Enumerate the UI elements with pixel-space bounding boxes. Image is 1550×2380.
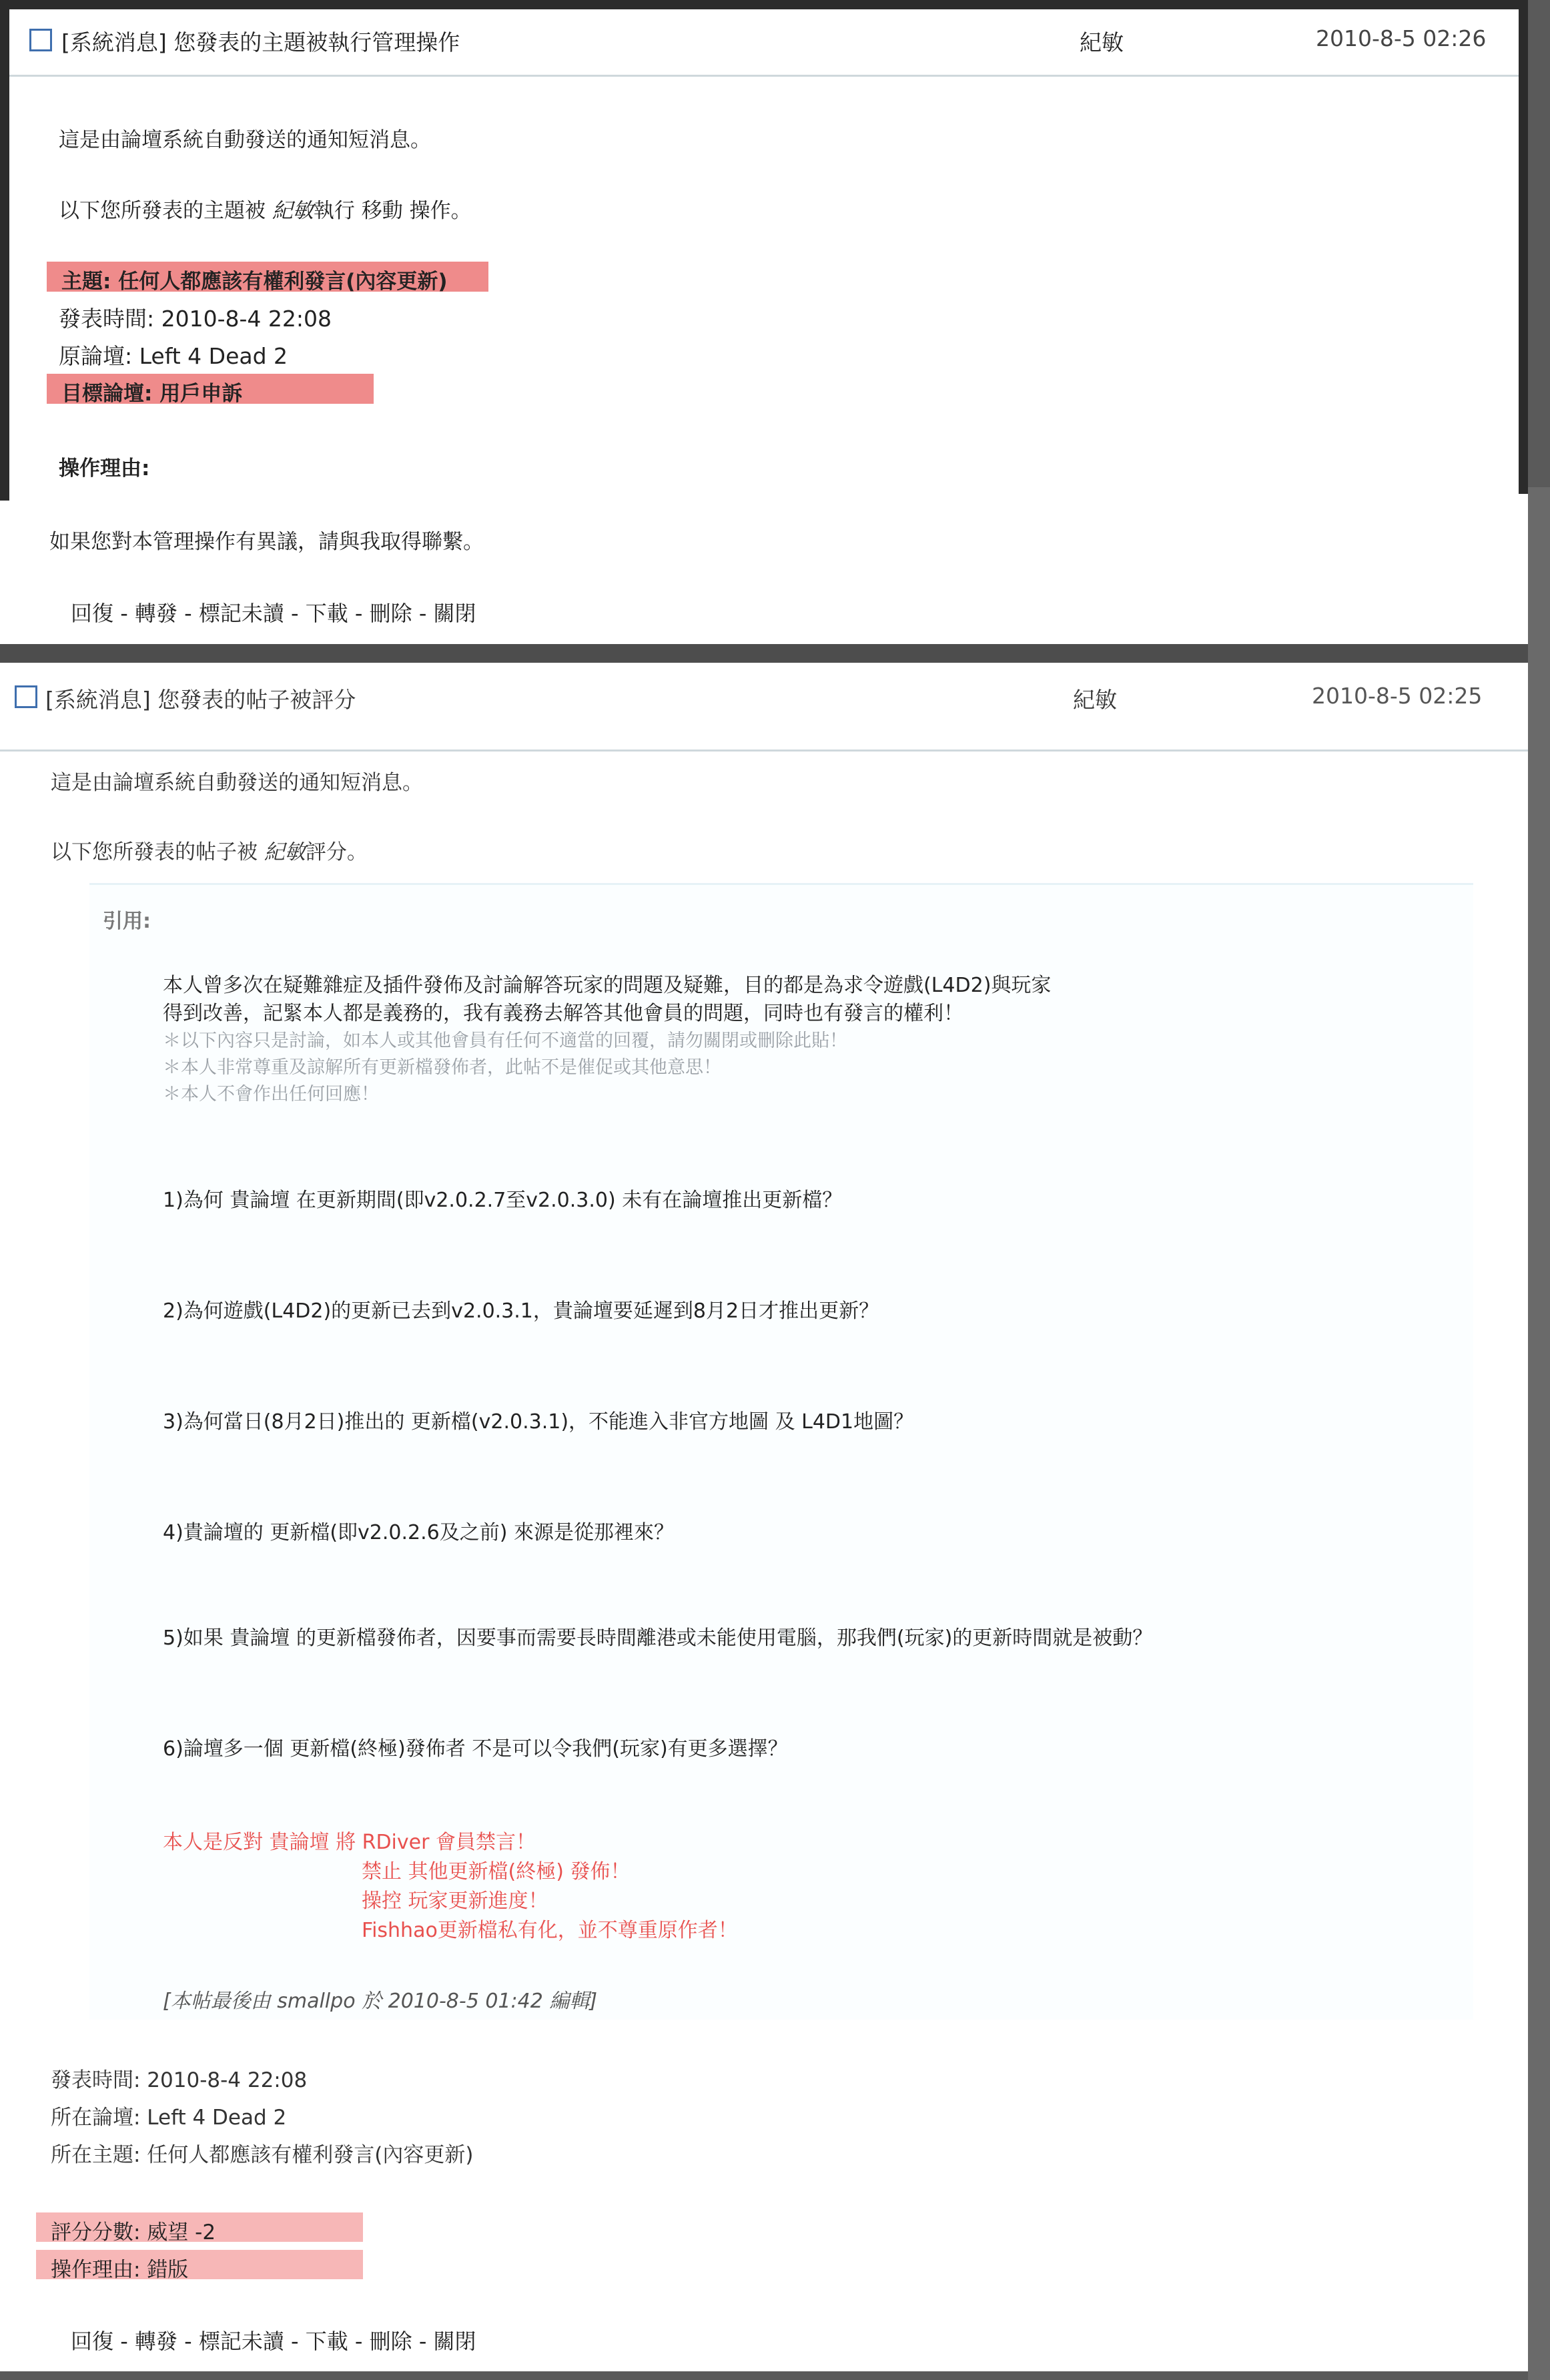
topic-name: 所在主題: 任何人都應該有權利發言(內容更新) — [51, 2143, 474, 2167]
red-statement: 操控 玩家更新進度！ — [362, 1889, 548, 1913]
quote-note: ＊本人非常尊重及諒解所有更新檔發佈者，此帖不是催促或其他意思！ — [163, 1057, 721, 1078]
message-select-checkbox[interactable] — [29, 29, 52, 51]
question-item: 6)論壇多一個 更新檔(終極)發佈者 不是可以令我們(玩家)有更多選擇？ — [163, 1737, 788, 1761]
message-datetime: 2010-8-5 02:25 — [1312, 683, 1483, 709]
intro-text: 這是由論壇系統自動發送的通知短消息。 — [59, 128, 431, 152]
delete-link[interactable]: 刪除 — [369, 2329, 412, 2354]
action-prefix: 以下您所發表的主題被 — [59, 199, 266, 223]
action-line — [59, 194, 472, 224]
action-user: 紀敏 — [272, 199, 314, 223]
reply-link[interactable]: 回復 — [71, 601, 114, 626]
delete-link[interactable]: 刪除 — [369, 601, 412, 626]
question-item: 5)如果 貴論壇 的更新檔發佈者，因要事而需要長時間離港或未能使用電腦，那我們(玩家)的更新時間就是被動？ — [163, 1626, 1153, 1650]
message-actions: 回復 - 轉發 - 標記未讀 - 下載 - 刪除 - 關閉 — [71, 2329, 476, 2354]
red-statement: Fishhao更新檔私有化，並不尊重原作者！ — [362, 1919, 738, 1942]
download-link[interactable]: 下載 — [305, 2329, 348, 2354]
reply-link[interactable]: 回復 — [71, 2329, 114, 2354]
action-line — [51, 835, 368, 865]
mark-unread-link[interactable]: 標記未讀 — [198, 2329, 284, 2354]
close-link[interactable]: 關閉 — [433, 2329, 476, 2354]
post-time: 發表時間: 2010-8-4 22:08 — [51, 2068, 308, 2092]
panel-frame-right — [1519, 0, 1528, 494]
message-sender[interactable]: 紀敏 — [1080, 29, 1124, 55]
post-time: 發表時間: 2010-8-4 22:08 — [59, 306, 332, 332]
score-value: 評分分數: 威望 -2 — [51, 2220, 216, 2245]
panel-separator — [0, 644, 1550, 663]
action-suffix: 評分。 — [305, 840, 368, 864]
message-sender[interactable]: 紀敏 — [1073, 687, 1117, 713]
quote-line: 得到改善，記緊本人都是義務的，我有義務去解答其他會員的問題，同時也有發言的權利！ — [163, 1002, 963, 1025]
question-item: 1)為何 貴論壇 在更新期間(即v2.0.2.7至v2.0.3.0) 未有在論壇推出更新檔？ — [163, 1189, 843, 1212]
quote-label: 引用: — [103, 910, 151, 933]
edit-note: [本帖最後由 smallpo 於 2010-8-5 01:42 編輯] — [163, 1990, 598, 2013]
message-panel-1 — [0, 0, 1528, 644]
red-statement: 本人是反對 貴論壇 將 RDiver 會員禁言！ — [163, 1831, 536, 1854]
question-item: 4)貴論壇的 更新檔(即v2.0.2.6及之前) 來源是從那裡來？ — [163, 1521, 674, 1544]
message-datetime: 2010-8-5 02:26 — [1316, 25, 1487, 51]
message-subject[interactable]: [系統消息] 您發表的帖子被評分 — [45, 687, 356, 713]
header-divider — [0, 750, 1528, 752]
forward-link[interactable]: 轉發 — [134, 601, 177, 626]
target-forum: 目標論壇: 用戶申訴 — [61, 382, 243, 406]
question-item: 3)為何當日(8月2日)推出的 更新檔(v2.0.3.1)，不能進入非官方地圖 及 L4D1地圖？ — [163, 1410, 914, 1434]
panel-frame-left — [0, 0, 9, 501]
message-panel-2 — [0, 663, 1528, 2371]
action-prefix: 以下您所發表的帖子被 — [51, 840, 258, 864]
message-subject[interactable]: [系統消息] 您發表的主題被執行管理操作 — [61, 29, 460, 55]
forum-name: 所在論壇: Left 4 Dead 2 — [51, 2106, 287, 2130]
red-statement: 禁止 其他更新檔(終極) 發佈！ — [362, 1860, 631, 1883]
scrollbar-track[interactable] — [1528, 487, 1550, 2380]
contact-note: 如果您對本管理操作有異議，請與我取得聯繫。 — [49, 530, 484, 554]
panel-frame-top — [0, 0, 1528, 9]
forward-link[interactable]: 轉發 — [134, 2329, 177, 2354]
message-select-checkbox[interactable] — [15, 685, 37, 708]
operation-reason: 操作理由: 錯版 — [51, 2258, 189, 2282]
intro-text: 這是由論壇系統自動發送的通知短消息。 — [51, 771, 423, 795]
operation-reason: 操作理由: — [59, 457, 150, 481]
quote-note: ＊本人不會作出任何回應！ — [163, 1084, 379, 1105]
topic-subject-line: 主題: 任何人都應該有權利發言(內容更新) — [61, 270, 448, 294]
mark-unread-link[interactable]: 標記未讀 — [198, 601, 284, 626]
action-user: 紀敏 — [264, 840, 306, 864]
header-divider — [9, 75, 1519, 77]
question-item: 2)為何遊戲(L4D2)的更新已去到v2.0.3.1，貴論壇要延遲到8月2日才推出更新？ — [163, 1299, 879, 1323]
close-link[interactable]: 關閉 — [433, 601, 476, 626]
quote-note: ＊以下內容只是討論，如本人或其他會員有任何不適當的回覆，請勿關閉或刪除此貼！ — [163, 1030, 847, 1051]
message-actions: 回復 - 轉發 - 標記未讀 - 下載 - 刪除 - 關閉 — [71, 601, 476, 626]
origin-forum: 原論壇: Left 4 Dead 2 — [59, 343, 288, 369]
quote-line: 本人曾多次在疑難雜症及插件發佈及討論解答玩家的問題及疑難，目的都是為求令遊戲(L4D2)與玩家 — [163, 974, 1052, 997]
action-suffix: 執行 移動 操作。 — [313, 199, 472, 223]
download-link[interactable]: 下載 — [305, 601, 348, 626]
